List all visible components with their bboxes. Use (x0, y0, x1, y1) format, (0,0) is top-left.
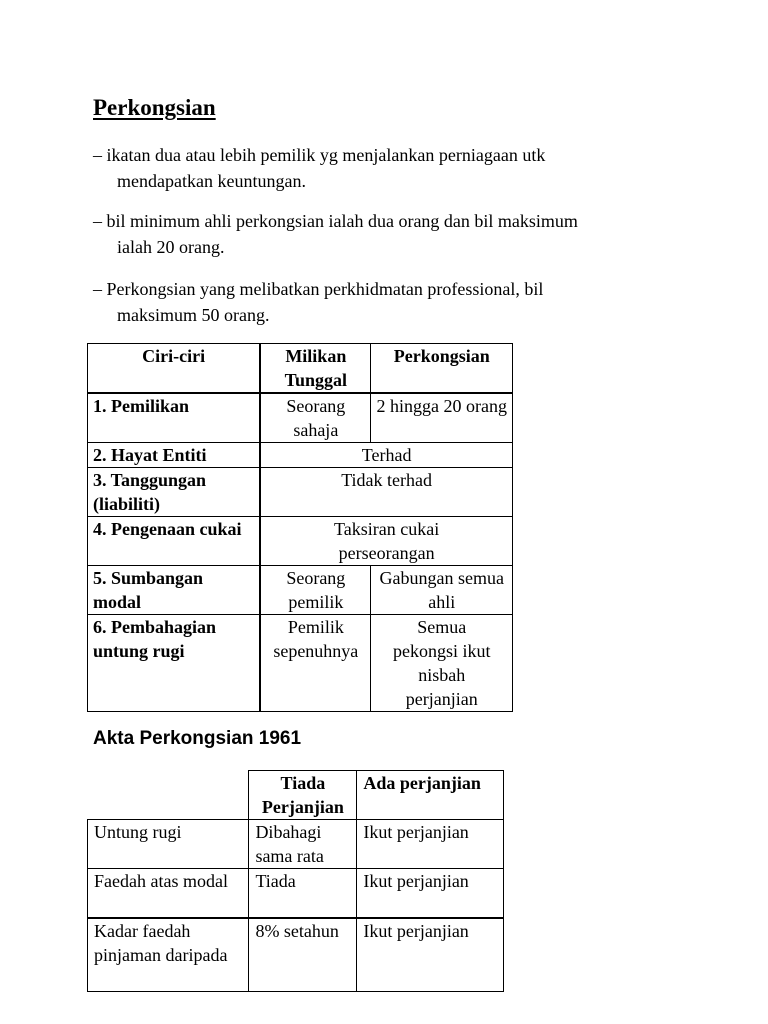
header-cell: Milikan Tunggal (260, 344, 371, 394)
bullet-continuation: mendapatkan keuntungan. (117, 171, 306, 191)
table-cell: Dibahagi sama rata (249, 820, 357, 869)
table-header-row (88, 344, 513, 394)
table-row (88, 918, 504, 992)
row-label: Faedah atas modal (88, 869, 249, 919)
table-cell: Semua pekongsi ikut nisbah perjanjian (371, 615, 513, 712)
empty-cell (88, 771, 249, 820)
row-label: 1. Pemilikan (88, 393, 261, 443)
table-cell: Tiada (249, 869, 357, 919)
bullet-line: – bil minimum ahli perkongsian ialah dua orang dan bil maksimum (93, 211, 578, 231)
table-cell: Seorang pemilik (260, 566, 371, 615)
bullet-professional (93, 276, 693, 328)
bullet-member-count (93, 208, 693, 260)
table-header-row (88, 771, 504, 820)
table-row (88, 443, 513, 468)
row-label: 2. Hayat Entiti (88, 443, 261, 468)
header-cell: Perkongsian (371, 344, 513, 394)
table-row (88, 615, 513, 712)
table-row (88, 517, 513, 566)
merged-cell: Terhad (260, 443, 512, 468)
row-label: Kadar faedah pinjaman daripada (88, 918, 249, 992)
page-title: Perkongsian (93, 95, 216, 120)
table-row (88, 468, 513, 517)
row-label: 6. Pembahagian untung rugi (88, 615, 261, 712)
merged-cell: Tidak terhad (260, 468, 512, 517)
table-cell: Ikut perjanjian (357, 918, 504, 992)
bullet-definition (93, 142, 693, 194)
table-cell: Pemilik sepenuhnya (260, 615, 371, 712)
header-cell: Tiada Perjanjian (249, 771, 357, 820)
table-row (88, 820, 504, 869)
table-cell: 8% setahun (249, 918, 357, 992)
table-cell: 2 hingga 20 orang (371, 393, 513, 443)
header-cell: Ciri-ciri (88, 344, 261, 394)
bullet-line: – ikatan dua atau lebih pemilik yg menjalankan perniagaan utk (93, 145, 546, 165)
table-cell: Ikut perjanjian (357, 869, 504, 919)
table-cell: Ikut perjanjian (357, 820, 504, 869)
partnership-act-table (87, 770, 504, 992)
row-label: Untung rugi (88, 820, 249, 869)
table-row (88, 869, 504, 919)
header-cell: Ada perjanjian (357, 771, 504, 820)
bullet-continuation: ialah 20 orang. (117, 237, 225, 257)
bullet-line: – Perkongsian yang melibatkan perkhidmatan professional, bil (93, 279, 544, 299)
row-label: 4. Pengenaan cukai (88, 517, 261, 566)
row-label: 5. Sumbangan modal (88, 566, 261, 615)
table-cell: Seorang sahaja (260, 393, 371, 443)
table-row (88, 393, 513, 443)
table-cell: Gabungan semua ahli (371, 566, 513, 615)
comparison-table (87, 343, 513, 712)
bullet-continuation: maksimum 50 orang. (117, 305, 270, 325)
section-title: Akta Perkongsian 1961 (93, 728, 302, 749)
merged-cell: Taksiran cukai perseorangan (260, 517, 512, 566)
table-row (88, 566, 513, 615)
row-label: 3. Tanggungan (liabiliti) (88, 468, 261, 517)
